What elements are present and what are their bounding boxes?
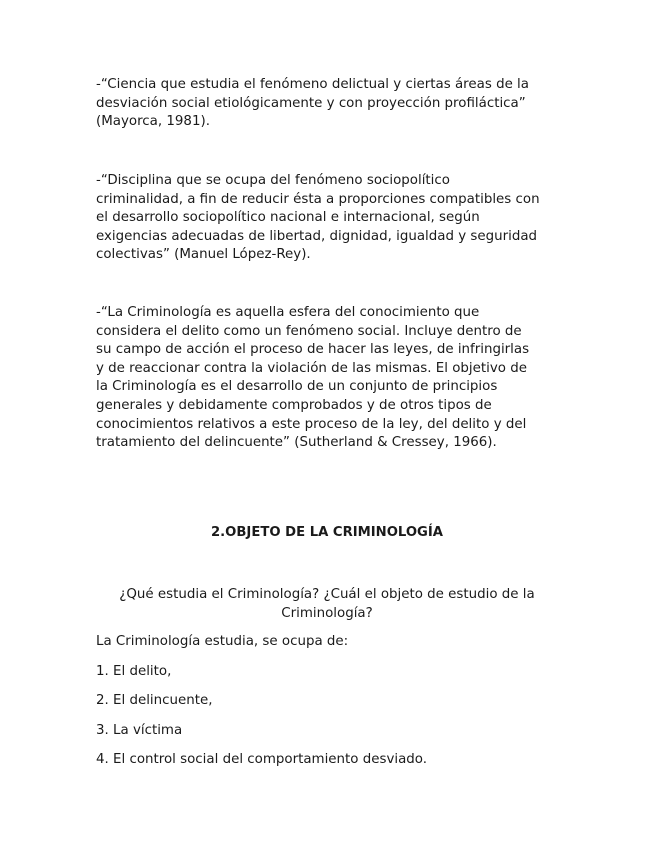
list-item-delincuente: 2. El delincuente, [96,693,213,708]
list-item-victima: 3. La víctima [96,723,183,738]
section-question: ¿Qué estudia el Criminología? ¿Cuál el objeto de estudio de la Criminología? [119,587,535,621]
section-intro: La Criminología estudia, se ocupa de: [96,634,349,649]
list-item-control-social: 4. El control social del comportamiento desviado. [96,752,428,767]
definition-lopez-rey: -“Disciplina que se ocupa del fenómeno sociopolítico criminalidad, a fin de reducir ésta a proporciones compatibles con el desarrollo sociopolítico nacional e internacional, según exigencias adecuadas de libertad, dignidad, igualdad y seguridad colectivas” (Manuel López-Rey). [96,173,540,263]
definition-sutherland-cressey: -“La Criminología es aquella esfera del conocimiento que considera el delito como un fenómeno social. Incluye dentro de su campo de acción el proceso de hacer las leyes, de infringirlas y de reaccionar contra la violación de las mismas. El objetivo de la Criminología es el desarrollo de un conjunto de principios generales y debidamente comprobados y de otros tipos de conocimientos relativos a este proceso de la ley, del delito y del tratamiento del delincuente” (Sutherland & Cressey, 1966). [96,305,530,451]
list-item-delito: 1. El delito, [96,664,172,679]
section-heading: 2.OBJETO DE LA CRIMINOLOGÍA [210,525,443,540]
definition-mayorca: -“Ciencia que estudia el fenómeno delictual y ciertas áreas de la desviación social etiológicamente y con proyección profiláctica” (Mayorca, 1981). [96,77,529,130]
